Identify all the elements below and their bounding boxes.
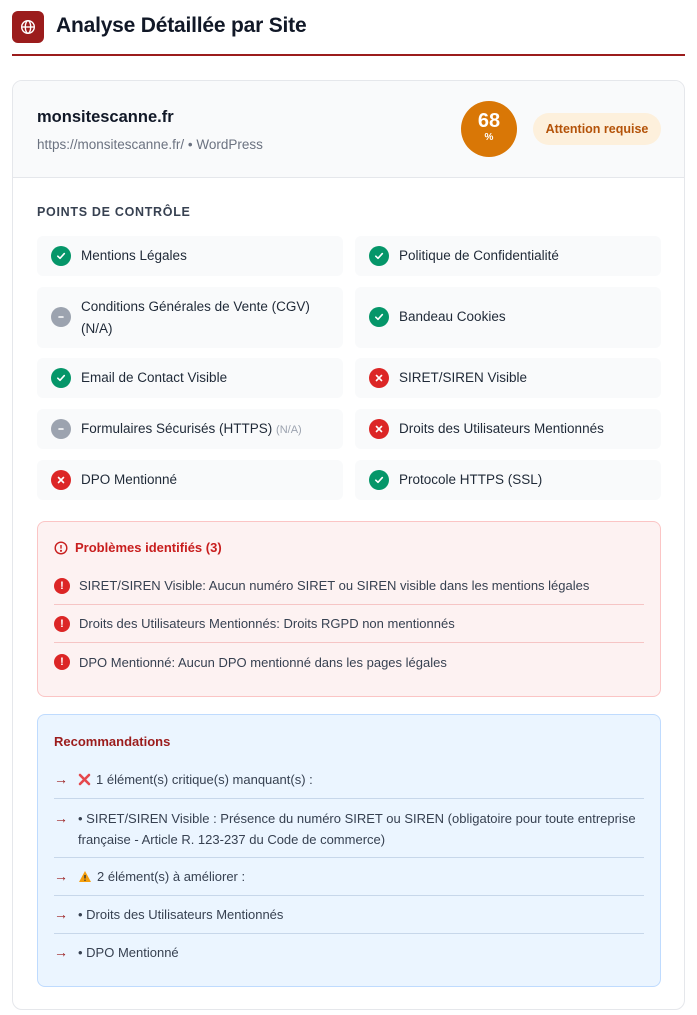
arrow-right-icon: →: [54, 868, 68, 884]
check-ok-icon: [51, 368, 71, 388]
problem-item: [54, 567, 644, 605]
recommendation-item: [54, 761, 644, 799]
problems-title: Problèmes identifiés (3): [75, 540, 222, 555]
score-value: 68: [477, 110, 501, 132]
problem-text: DPO Mentionné: Aucun DPO mentionné dans les pages légales: [79, 654, 447, 670]
recommendation-text: 1 élément(s) critique(s) manquant(s) :: [96, 772, 313, 787]
exclamation-icon: !: [54, 616, 70, 632]
check-item: [355, 287, 661, 348]
check-item: [37, 287, 343, 348]
score-unit: %: [484, 132, 494, 143]
check-na-icon: [51, 307, 71, 327]
check-fail-icon: [51, 470, 71, 490]
meta-separator: •: [187, 137, 193, 152]
arrow-right-icon: →: [54, 810, 68, 826]
problems-box: [37, 521, 661, 697]
check-fail-icon: [369, 419, 389, 439]
recommendation-text: • SIRET/SIREN Visible : Présence du numéro SIRET ou SIREN (obligatoire pour toute entreprise française - Article R. 123-237 du Code de commerce): [78, 811, 636, 847]
globe-icon: [12, 11, 44, 43]
problems-heading: [54, 540, 222, 555]
check-label: Droits des Utilisateurs Mentionnés: [399, 421, 604, 436]
score-circle: [461, 101, 517, 157]
section-header: [12, 10, 685, 56]
exclamation-icon: !: [54, 578, 70, 594]
check-ok-icon: [51, 246, 71, 266]
check-label: Conditions Générales de Vente (CGV): [81, 299, 310, 314]
check-item: [355, 460, 661, 500]
recommendation-text: • DPO Mentionné: [78, 945, 179, 960]
check-label: Politique de Confidentialité: [399, 248, 559, 263]
problem-text: Droits des Utilisateurs Mentionnés: Droits RGPD non mentionnés: [79, 616, 455, 631]
check-na-icon: [51, 419, 71, 439]
check-item: [37, 236, 343, 276]
check-ok-icon: [369, 246, 389, 266]
cross-mark-icon: [78, 773, 91, 786]
alert-circle-icon: [54, 541, 68, 555]
recommendation-item: [54, 934, 644, 972]
check-item: [37, 460, 343, 500]
recommendation-item: [54, 896, 644, 934]
recommendations-title: Recommandations: [54, 734, 171, 749]
page-title: Analyse Détaillée par Site: [56, 14, 307, 37]
site-name: monsitescanne.fr: [37, 108, 174, 126]
checks-title: POINTS DE CONTRÔLE: [37, 205, 191, 219]
site-analysis-card: [12, 80, 685, 1010]
check-label: DPO Mentionné: [81, 472, 178, 487]
check-ok-icon: [369, 470, 389, 490]
check-label: Email de Contact Visible: [81, 370, 228, 385]
site-meta: [37, 137, 263, 152]
check-na-tag: (N/A): [81, 321, 113, 336]
check-item: [355, 358, 661, 398]
recommendations-box: [37, 714, 661, 987]
site-header: [13, 81, 684, 178]
recommendation-text: • Droits des Utilisateurs Mentionnés: [78, 907, 284, 922]
check-label: [81, 421, 302, 436]
problem-text: SIRET/SIREN Visible: Aucun numéro SIRET ou SIREN visible dans les mentions légales: [79, 578, 590, 593]
recommendation-item: [54, 799, 644, 858]
check-label-text: Formulaires Sécurisés (HTTPS): [81, 421, 273, 436]
check-item: [355, 236, 661, 276]
check-label: SIRET/SIREN Visible: [399, 370, 528, 385]
warning-icon: [78, 870, 92, 883]
check-label: Mentions Légales: [81, 248, 187, 263]
check-item: [355, 409, 661, 449]
recommendation-item: [54, 858, 644, 896]
site-url[interactable]: https://monsitescanne.fr/: [37, 137, 185, 152]
arrow-right-icon: →: [54, 944, 68, 960]
site-cms: WordPress: [196, 137, 263, 152]
problem-item: [54, 605, 644, 643]
check-ok-icon: [369, 307, 389, 327]
recommendation-text: 2 élément(s) à améliorer :: [97, 869, 246, 884]
check-label: Protocole HTTPS (SSL): [399, 472, 543, 487]
check-na-tag: (N/A): [276, 424, 302, 436]
check-item: [37, 358, 343, 398]
arrow-right-icon: →: [54, 906, 68, 922]
problem-item: [54, 643, 644, 681]
arrow-right-icon: →: [54, 771, 68, 787]
exclamation-icon: !: [54, 654, 70, 670]
check-item: [37, 409, 343, 449]
check-fail-icon: [369, 368, 389, 388]
status-badge: Attention requise: [533, 113, 661, 145]
check-label: Bandeau Cookies: [399, 309, 506, 324]
